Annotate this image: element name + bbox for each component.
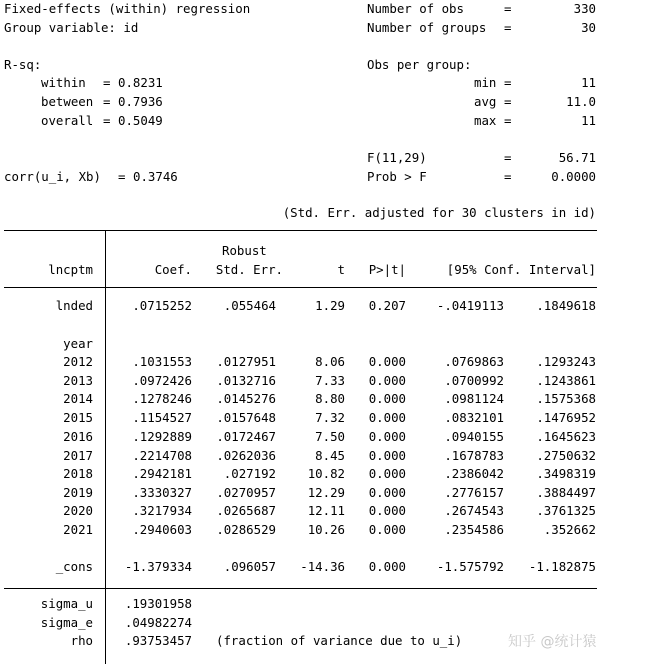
prob-label: Prob > F [367,169,427,184]
p-cell: 0.000 [368,373,406,388]
header-rule [4,287,597,288]
rsq-within-eq: = [103,75,111,90]
t-cell: 7.33 [315,373,345,388]
coef-cell: .2214708 [132,448,192,463]
stderr-cell: .0262036 [216,448,276,463]
avg-label: avg [474,94,497,109]
footer-label: sigma_u [40,596,93,611]
t-cell: 8.45 [315,448,345,463]
ci-lower-cell: .0981124 [444,391,504,406]
rsq-overall-label: overall [41,113,94,128]
footer-label: rho [70,633,93,648]
footer-value: .04982274 [124,615,192,630]
ci-upper-cell: .1293243 [536,354,596,369]
avg-eq: = [504,94,512,109]
t-cell: 10.26 [307,522,345,537]
ci-lower-cell: .0769863 [444,354,504,369]
row-label: 2016 [63,429,93,444]
stderr-cell: .0127951 [216,354,276,369]
ci-lower-cell: .2354586 [444,522,504,537]
ci-header: [95% Conf. Interval] [446,262,596,277]
coef-cell: .1031553 [132,354,192,369]
stderr-cell: .0132716 [216,373,276,388]
row-label: 2013 [63,373,93,388]
p-cell: 0.000 [368,448,406,463]
p-cell: 0.000 [368,559,406,574]
rho-note: (fraction of variance due to u_i) [216,633,463,648]
row-label: year [63,336,93,351]
ci-upper-cell: .2750632 [536,448,596,463]
coef-cell: .0715252 [132,298,192,313]
ci-upper-cell: .3884497 [536,485,596,500]
obs-label: Number of obs [367,1,464,16]
cluster-note: (Std. Err. adjusted for 30 clusters in id) [282,205,596,220]
coef-cell: .2942181 [132,466,192,481]
t-cell: 8.80 [315,391,345,406]
row-label: 2014 [63,391,93,406]
regression-title: Fixed-effects (within) regression [4,1,251,16]
row-label: 2017 [63,448,93,463]
t-cell: 7.50 [315,429,345,444]
t-cell: 10.82 [307,466,345,481]
t-cell: 12.11 [307,503,345,518]
max-value: 11 [581,113,596,128]
row-label: 2021 [63,522,93,537]
stderr-cell: .0172467 [216,429,276,444]
row-label: 2018 [63,466,93,481]
ci-upper-cell: .1243861 [536,373,596,388]
rsq-between-eq: = [103,94,111,109]
t-cell: 1.29 [315,298,345,313]
obs-per-group-label: Obs per group: [367,57,472,72]
row-label: lnded [55,298,93,313]
t-cell: -14.36 [300,559,345,574]
rsq-within-label: within [41,75,86,90]
corr-eq: = [118,169,126,184]
p-cell: 0.000 [368,503,406,518]
zhihu-watermark: 知乎 @统计猿 [508,634,597,650]
groups-value: 30 [581,20,596,35]
stderr-cell: .096057 [223,559,276,574]
obs-value: 330 [573,1,596,16]
stderr-cell: .0145276 [216,391,276,406]
group-variable: Group variable: id [4,20,139,35]
stderr-cell: .0265687 [216,503,276,518]
stderr-cell: .055464 [223,298,276,313]
groups-label: Number of groups [367,20,487,35]
ci-lower-cell: .2386042 [444,466,504,481]
t-cell: 7.32 [315,410,345,425]
row-label: _cons [55,559,93,574]
footer-value: .93753457 [124,633,192,648]
min-eq: = [504,75,512,90]
coef-cell: .3330327 [132,485,192,500]
ci-upper-cell: .1476952 [536,410,596,425]
footer-rule [4,588,597,589]
min-value: 11 [581,75,596,90]
max-eq: = [504,113,512,128]
coef-cell: .1278246 [132,391,192,406]
rsq-between-value: 0.7936 [118,94,163,109]
prob-eq: = [504,169,512,184]
stderr-cell: .0157648 [216,410,276,425]
coef-cell: .3217934 [132,503,192,518]
f-label: F(11,29) [367,150,427,165]
ci-lower-cell: .0832101 [444,410,504,425]
ci-upper-cell: .1575368 [536,391,596,406]
ci-lower-cell: .0940155 [444,429,504,444]
p-cell: 0.000 [368,354,406,369]
p-cell: 0.000 [368,429,406,444]
corr-value: 0.3746 [133,169,178,184]
t-cell: 12.29 [307,485,345,500]
ci-lower-cell: .0700992 [444,373,504,388]
ci-upper-cell: .1645623 [536,429,596,444]
t-header: t [337,262,345,277]
avg-value: 11.0 [566,94,596,109]
ci-upper-cell: .1849618 [536,298,596,313]
stderr-cell: .0286529 [216,522,276,537]
rsq-overall-eq: = [103,113,111,128]
ci-lower-cell: .1678783 [444,448,504,463]
ci-upper-cell: .352662 [543,522,596,537]
rsq-overall-value: 0.5049 [118,113,163,128]
p-cell: 0.000 [368,485,406,500]
ci-upper-cell: -1.182875 [528,559,596,574]
ci-lower-cell: -.0419113 [436,298,504,313]
min-label: min [474,75,497,90]
coef-cell: .1154527 [132,410,192,425]
ci-lower-cell: .2776157 [444,485,504,500]
obs-eq: = [504,1,512,16]
f-value: 56.71 [558,150,596,165]
row-label: 2020 [63,503,93,518]
p-cell: 0.207 [368,298,406,313]
max-label: max [474,113,497,128]
ci-upper-cell: .3761325 [536,503,596,518]
table-top-rule [4,230,597,231]
coef-cell: .1292889 [132,429,192,444]
t-cell: 8.06 [315,354,345,369]
ci-lower-cell: .2674543 [444,503,504,518]
robust-header: Robust [222,243,267,258]
coef-cell: -1.379334 [124,559,192,574]
stderr-header: Std. Err. [215,262,283,277]
footer-label: sigma_e [40,615,93,630]
prob-value: 0.0000 [551,169,596,184]
row-label: 2015 [63,410,93,425]
p-header: P>|t| [368,262,406,277]
corr-label: corr(u_i, Xb) [4,169,101,184]
p-cell: 0.000 [368,391,406,406]
p-cell: 0.000 [368,410,406,425]
ci-lower-cell: -1.575792 [436,559,504,574]
f-eq: = [504,150,512,165]
footer-value: .19301958 [124,596,192,611]
coef-cell: .0972426 [132,373,192,388]
row-label: 2012 [63,354,93,369]
stderr-cell: .0270957 [216,485,276,500]
rsq-within-value: 0.8231 [118,75,163,90]
dep-var-header: lncptm [48,262,93,277]
table-vertical-rule [105,230,106,664]
stderr-cell: .027192 [223,466,276,481]
rsq-label: R-sq: [4,57,42,72]
coef-cell: .2940603 [132,522,192,537]
coef-header: Coef. [154,262,192,277]
p-cell: 0.000 [368,522,406,537]
row-label: 2019 [63,485,93,500]
ci-upper-cell: .3498319 [536,466,596,481]
p-cell: 0.000 [368,466,406,481]
groups-eq: = [504,20,512,35]
rsq-between-label: between [41,94,94,109]
